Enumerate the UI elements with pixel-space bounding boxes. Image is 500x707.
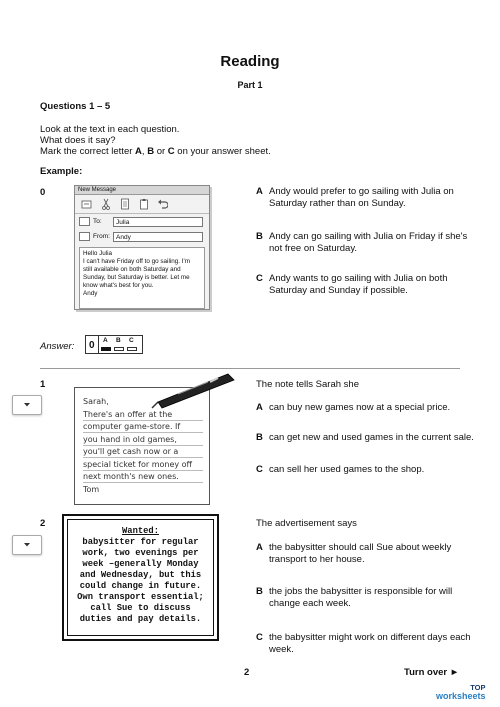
note-line: you hand in old games, (83, 434, 177, 444)
to-label: To: (93, 218, 102, 225)
advertisement-text (67, 519, 214, 636)
page-number: 2 (244, 667, 250, 678)
send-icon (81, 198, 92, 211)
comma: , (141, 146, 148, 157)
ad-line: work, two evenings per (82, 548, 199, 558)
email-toolbar (75, 195, 209, 214)
answer-mark-empty (114, 347, 124, 351)
letter-c: C (167, 146, 175, 157)
q1-option-c: C can sell her used games to the shop. (256, 464, 425, 475)
q1-option-b: B can get new and used games in the current sale. (256, 432, 474, 443)
email-line: I can't have Friday off to go sailing. I'm (83, 258, 190, 265)
question-2-number: 2 (40, 518, 46, 529)
advertisement-box (62, 514, 219, 641)
part-label: Part 1 (237, 80, 263, 90)
email-window (74, 185, 210, 310)
dropdown-arrow-icon (23, 402, 31, 408)
address-book-icon (79, 232, 90, 241)
answer-mark-empty (127, 347, 137, 351)
email-line: Andy (83, 290, 98, 297)
note-line: special ticket for money off (83, 459, 193, 469)
answer-dropdown-q2[interactable] (12, 535, 42, 555)
pen-icon (148, 372, 238, 412)
answer-letter-b: B (116, 337, 121, 344)
undo-icon (157, 198, 168, 211)
ad-line: Own transport essential; (77, 592, 204, 602)
note-line: you'll get cash now or a (83, 447, 179, 456)
letter-a: A (135, 146, 142, 157)
answer-letter-a: A (103, 337, 108, 344)
email-line: know what's best for you. (83, 282, 154, 289)
ad-line: duties and pay details. (79, 614, 202, 624)
answer-label: Answer: (40, 341, 75, 352)
ad-line: call Sue to discuss (90, 603, 191, 613)
from-label: From: (93, 233, 110, 240)
note-line: next month's new ones. (83, 472, 179, 481)
q2-option-c: C the babysitter might work on different days each week. (256, 632, 471, 655)
answer-dropdown-q1[interactable] (12, 395, 42, 415)
email-body (79, 247, 205, 309)
answer-grid (85, 335, 143, 354)
q1-option-a: A can buy new games now at a special price. (256, 402, 451, 413)
paste-icon (138, 198, 149, 211)
example-option-c: C Andy wants to go sailing with Julia on both Saturday and Sunday if possible. (256, 273, 448, 296)
note-line: Sarah, (83, 397, 109, 406)
section-divider (40, 368, 460, 369)
ad-line: week –generally Monday (82, 559, 199, 569)
q2-option-b: B the jobs the babysitter is responsible for will change each week. (256, 586, 453, 609)
logo-top: TOP (470, 683, 486, 692)
note-line: computer game-store. If (83, 422, 181, 431)
instruction-line-3 (40, 146, 271, 158)
example-option-a: A Andy would prefer to go sailing with Julia on Saturday rather than on Sunday. (256, 186, 454, 209)
example-option-b: B Andy can go sailing with Julia on Friday if she's not free on Saturday. (256, 231, 468, 254)
q2-option-a: A the babysitter should call Sue about weekly transport to her house. (256, 542, 452, 565)
question-2-stem: The advertisement says (256, 518, 357, 529)
question-1-number: 1 (40, 379, 46, 390)
question-1-stem: The note tells Sarah she (256, 379, 359, 390)
email-line: Hello Julia (83, 250, 113, 257)
instruction-line-2: What does it say? (40, 135, 116, 146)
topworksheets-logo (436, 683, 486, 701)
answer-letter-c: C (129, 337, 134, 344)
page-title: Reading (220, 53, 280, 70)
copy-icon (119, 198, 130, 211)
note-line: Tom (83, 484, 100, 494)
example-label: Example: (40, 166, 83, 177)
grid-divider (98, 336, 99, 353)
address-book-icon (79, 217, 90, 226)
scissors-icon (100, 198, 111, 211)
email-line: still available on both Saturday and (83, 266, 181, 273)
email-from-row (75, 229, 209, 244)
dropdown-arrow-icon (23, 542, 31, 548)
email-line: Sunday, but Saturday is better. Let me (83, 274, 190, 281)
turn-over-label: Turn over ► (404, 667, 460, 678)
to-field: Julia (113, 217, 203, 227)
from-field: Andy (113, 232, 203, 242)
or-text: or (154, 146, 168, 157)
ad-line: could change in future. (79, 581, 202, 591)
letter-b: B (147, 146, 155, 157)
email-to-row (75, 214, 209, 229)
instruction-text-end: on your answer sheet. (174, 146, 271, 157)
ad-line: babysitter for regular (82, 537, 199, 547)
example-number: 0 (40, 187, 46, 198)
answer-number: 0 (89, 340, 95, 351)
instruction-text: Mark the correct letter (40, 146, 136, 157)
email-title-bar: New Message (75, 186, 209, 195)
instruction-line-1: Look at the text in each question. (40, 124, 180, 135)
answer-mark-filled (101, 347, 111, 351)
logo-bottom: worksheets (436, 691, 486, 701)
note-line: There's an offer at the (83, 409, 173, 419)
questions-range: Questions 1 – 5 (40, 101, 111, 112)
ad-line: and Wednesday, but this (79, 570, 202, 580)
ad-heading: Wanted: (122, 526, 159, 536)
